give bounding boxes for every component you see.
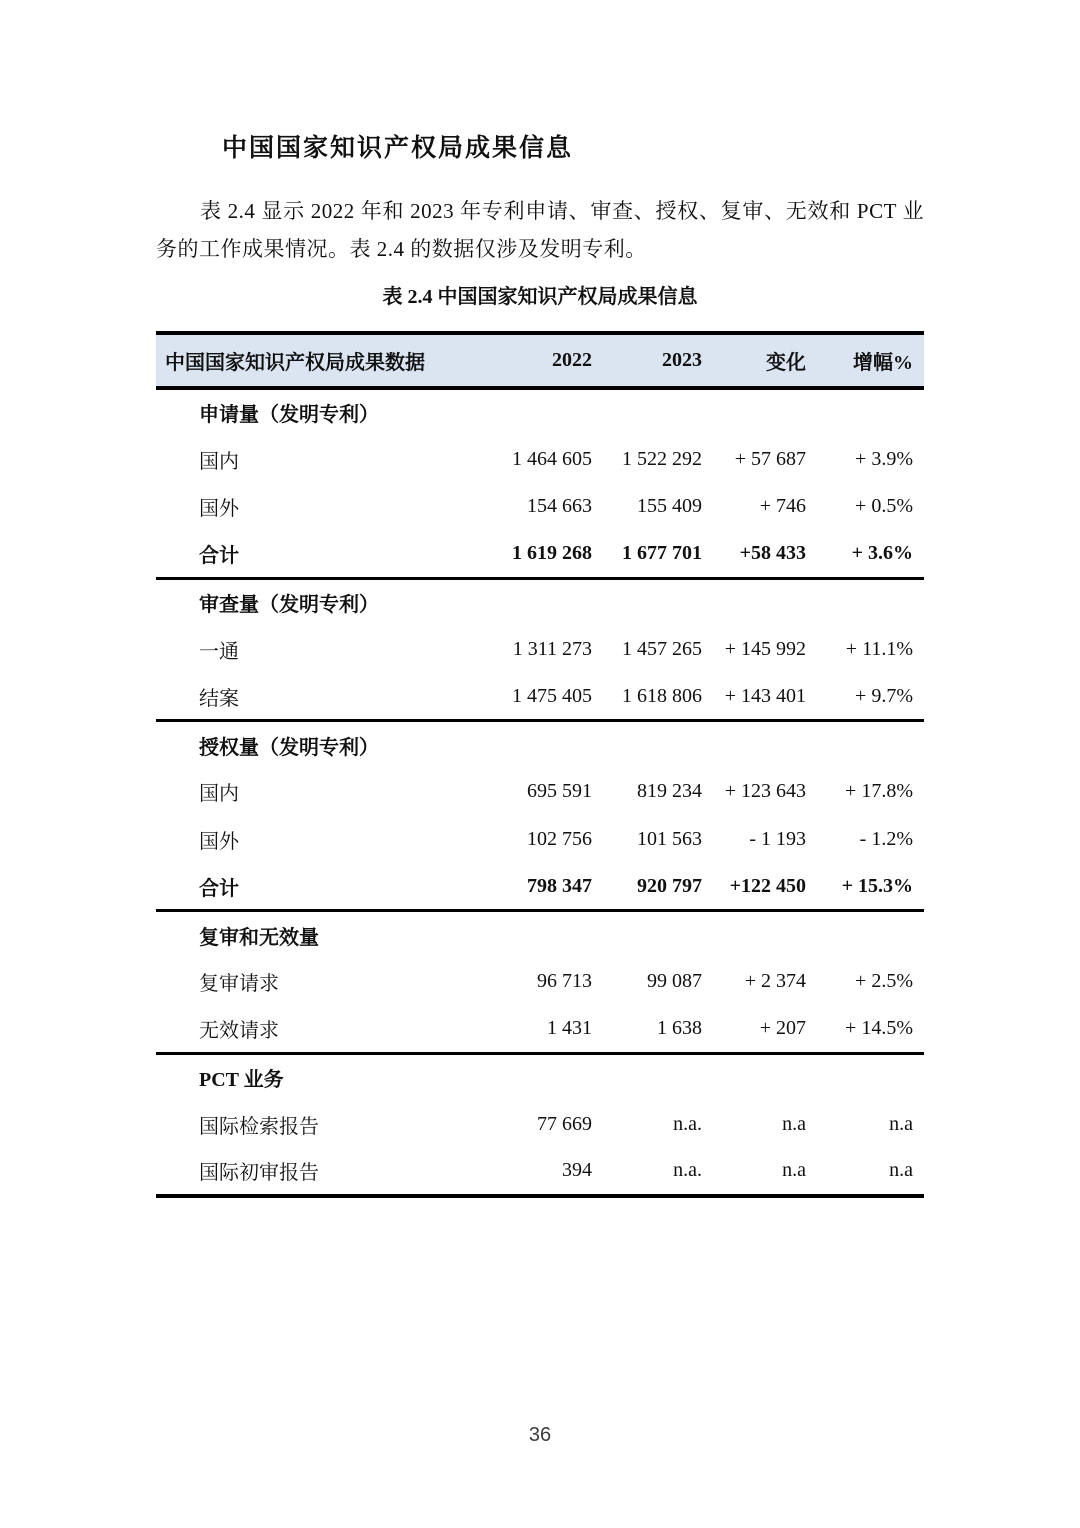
section-title: 授权量（发明专利） (156, 721, 924, 769)
row-label: 国外 (199, 498, 239, 521)
column-header-label: 中国国家知识产权局成果数据 (165, 352, 425, 374)
section-header-row (156, 911, 924, 959)
section-title: 复审和无效量 (156, 911, 924, 959)
page-number: 36 (528, 1424, 552, 1446)
cell-2022: 695 591 (527, 780, 592, 803)
row-label: 合计 (199, 545, 239, 567)
cell-change: + 746 (759, 495, 806, 518)
cell-growth: + 17.8% (845, 780, 913, 803)
cell-change: + 145 992 (724, 637, 806, 660)
cell-growth: + 14.5% (845, 1017, 913, 1039)
row-label: 国外 (199, 830, 239, 853)
cell-growth: n.a (889, 1112, 913, 1135)
table-header-row (156, 333, 924, 388)
column-header-growth: 增幅% (853, 352, 913, 374)
cell-growth: + 3.9% (855, 447, 913, 470)
row-label: 合计 (199, 877, 239, 900)
cell-2023: 1 638 (657, 1017, 702, 1039)
cell-2022: 394 (562, 1159, 592, 1182)
cell-2023: 1 618 806 (622, 684, 702, 707)
row-label: 国际检索报告 (199, 1115, 319, 1138)
cell-change: + 2 374 (744, 970, 806, 993)
section-header-row (156, 1053, 924, 1101)
cell-growth: - 1.2% (859, 827, 913, 850)
column-header-change: 变化 (766, 352, 806, 374)
cell-change: + 143 401 (724, 684, 806, 707)
section-header-row (156, 721, 924, 769)
section-title: 申请量（发明专利） (199, 404, 379, 427)
cell-2023: 155 409 (637, 495, 702, 518)
section-header-row (156, 388, 924, 436)
table-total-row (156, 531, 924, 579)
table-row (156, 436, 924, 484)
cell-2022: 1 431 (547, 1017, 592, 1039)
cell-2022: 96 713 (537, 970, 592, 993)
cell-change: n.a (782, 1159, 806, 1182)
cell-growth: + 15.3% (841, 874, 913, 897)
row-label: 国内 (199, 450, 239, 473)
table-caption: 表 2.4 中国国家知识产权局成果信息 (382, 286, 698, 308)
row-label: 国际初审报告 (199, 1162, 319, 1185)
cell-2023: 920 797 (637, 874, 702, 897)
cell-growth: n.a (889, 1159, 913, 1182)
cell-2023: n.a. (673, 1112, 702, 1135)
cell-growth: + 9.7% (855, 684, 913, 707)
row-label: 国内 (199, 783, 239, 806)
cell-growth: + 2.5% (855, 970, 913, 993)
results-table (156, 331, 924, 1198)
cell-2022: 1 311 273 (512, 637, 592, 660)
cell-change: + 207 (759, 1017, 806, 1039)
intro-paragraph: 表 2.4 显示 2022 年和 2023 年专利申请、审查、授权、复审、无效和 PCT 业务的工作成果情况。表 2.4 的数据仅涉及发明专利。 (156, 199, 924, 261)
cell-2023: 1 522 292 (622, 447, 702, 470)
row-label: 一通 (199, 640, 239, 663)
cell-2022: 798 347 (527, 874, 592, 897)
table-total-row (156, 863, 924, 911)
cell-2022: 1 619 268 (512, 542, 592, 564)
table-row (156, 1101, 924, 1149)
table-row (156, 816, 924, 864)
cell-change: + 57 687 (734, 447, 806, 470)
cell-change: n.a (782, 1112, 806, 1135)
cell-2023: 1 677 701 (622, 542, 702, 564)
cell-2023: 1 457 265 (622, 637, 702, 660)
row-label: 复审请求 (199, 973, 279, 996)
row-label: 无效请求 (199, 1020, 279, 1042)
table-row (156, 1148, 924, 1196)
cell-2022: 1 464 605 (512, 447, 592, 470)
section-header-row (156, 578, 924, 626)
cell-2023: 819 234 (637, 780, 702, 803)
column-header-2022: 2022 (552, 349, 592, 371)
row-label: 结案 (199, 687, 239, 710)
section-heading: 中国国家知识产权局成果信息 (222, 135, 574, 162)
table-row (156, 768, 924, 816)
cell-growth: + 3.6% (851, 542, 913, 564)
page-content (156, 0, 924, 1198)
cell-2023: 99 087 (647, 970, 702, 993)
cell-2023: 101 563 (637, 827, 702, 850)
cell-2023: n.a. (673, 1159, 702, 1182)
section-title: PCT 业务 (156, 1053, 924, 1101)
table-row (156, 958, 924, 1006)
cell-change: + 123 643 (724, 780, 806, 803)
table-row (156, 483, 924, 531)
cell-change: - 1 193 (749, 827, 806, 850)
cell-2022: 1 475 405 (512, 684, 592, 707)
section-title: 审查量（发明专利） (156, 578, 924, 626)
cell-2022: 154 663 (527, 495, 592, 518)
cell-change: +58 433 (739, 542, 806, 564)
cell-2022: 77 669 (537, 1112, 592, 1135)
table-row (156, 673, 924, 721)
cell-2022: 102 756 (527, 827, 592, 850)
column-header-2023: 2023 (662, 349, 702, 371)
cell-growth: + 0.5% (855, 495, 913, 518)
table-row (156, 626, 924, 674)
cell-change: +122 450 (729, 874, 806, 897)
cell-growth: + 11.1% (845, 637, 913, 660)
table-row (156, 1006, 924, 1054)
